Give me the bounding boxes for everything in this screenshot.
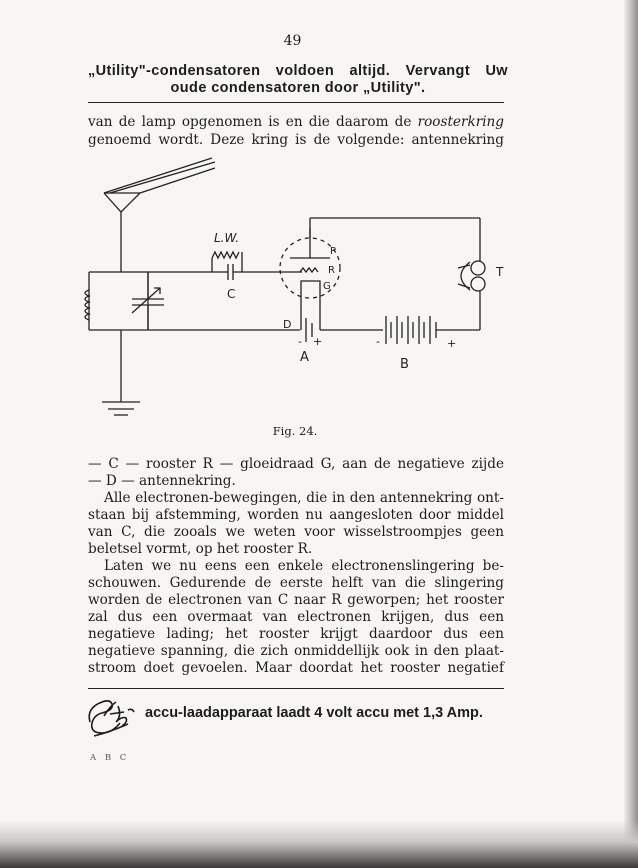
ground-symbol [102, 330, 140, 415]
bottom-edge-shadow [0, 820, 638, 868]
body-line-2: — D — antennekring. [88, 473, 236, 489]
footer-rule [88, 688, 504, 689]
label-p: P [330, 246, 337, 257]
page-edge-shadow [624, 0, 638, 868]
battery-b [386, 316, 436, 344]
body-line-10: zal dus een overmaat van electronen krijgen, dus een [88, 609, 504, 625]
label-a: A [300, 350, 309, 365]
header-rule [88, 102, 504, 103]
label-c: C [227, 287, 236, 301]
battery-a [306, 318, 312, 342]
label-g: G [323, 281, 331, 292]
body-line-7: Laten we nu eens een enkele electronenslingering be- [104, 558, 504, 574]
body-line-1: — C — rooster R — gloeidraad G, aan de negatieve zijde [88, 456, 504, 472]
body-line-13: stroom doet gevoelen. Maar doordat het rooster negatief [88, 660, 504, 676]
body-line-4: staan bij afstemming, worden nu aangesloten door middel [88, 507, 504, 523]
label-plus-b: + [447, 337, 457, 350]
body-line-3: Alle electronen-bewegingen, die in den antennekring ont- [104, 490, 504, 506]
label-lw: L.W. [214, 231, 240, 245]
footer-mark: A B C [90, 753, 130, 763]
label-d: D [283, 318, 292, 331]
intro-line-1-text: van de lamp opgenomen is en die daarom de [88, 114, 418, 130]
label-b: B [400, 357, 409, 372]
etalon-logo [80, 692, 142, 744]
body-line-5: van C, die zooals we weten voor wisselstroompjes geen [88, 524, 504, 540]
label-minus-b: - [376, 335, 380, 348]
figure-caption: Fig. 24. [272, 424, 318, 438]
headphones-symbol [458, 261, 485, 291]
label-r: R [328, 265, 335, 276]
body-line-12: negatieve spanning, die zich onmiddellijk ook in den plaat- [88, 643, 504, 659]
body-line-9: worden de electronen van C naar R geworpen; het rooster [88, 592, 504, 608]
header-line-1: „Utility"-condensatoren voldoen altijd. Vervangt Uw [88, 63, 508, 79]
antenna-symbol [104, 158, 215, 212]
body-line-11: negatieve lading; het rooster krijgt daardoor dus een [88, 626, 504, 642]
label-plus-a: + [313, 335, 323, 348]
header-line-2: oude condensatoren door „Utility". [170, 80, 426, 96]
body-line-6: beletsel vormt, op het rooster R. [88, 541, 313, 557]
body-line-8: schouwen. Gedurende de eerste helft van die slingering [88, 575, 504, 591]
intro-line-1 [88, 114, 504, 130]
label-t: T [496, 265, 504, 279]
grid-condenser [228, 264, 233, 280]
advertisement-text: accu-laadapparaat laadt 4 volt accu met 1,3 Amp. [145, 705, 483, 721]
intro-line-2: genoemd wordt. Deze kring is de volgende: antennekring [88, 132, 504, 148]
intro-line-1-italic: roosterkring [417, 114, 504, 130]
circuit-diagram [0, 150, 638, 430]
label-minus-a: - [298, 335, 302, 348]
page-number: 49 [283, 33, 302, 49]
grid-leak-resistor [212, 252, 239, 258]
vacuum-tube [280, 228, 340, 298]
